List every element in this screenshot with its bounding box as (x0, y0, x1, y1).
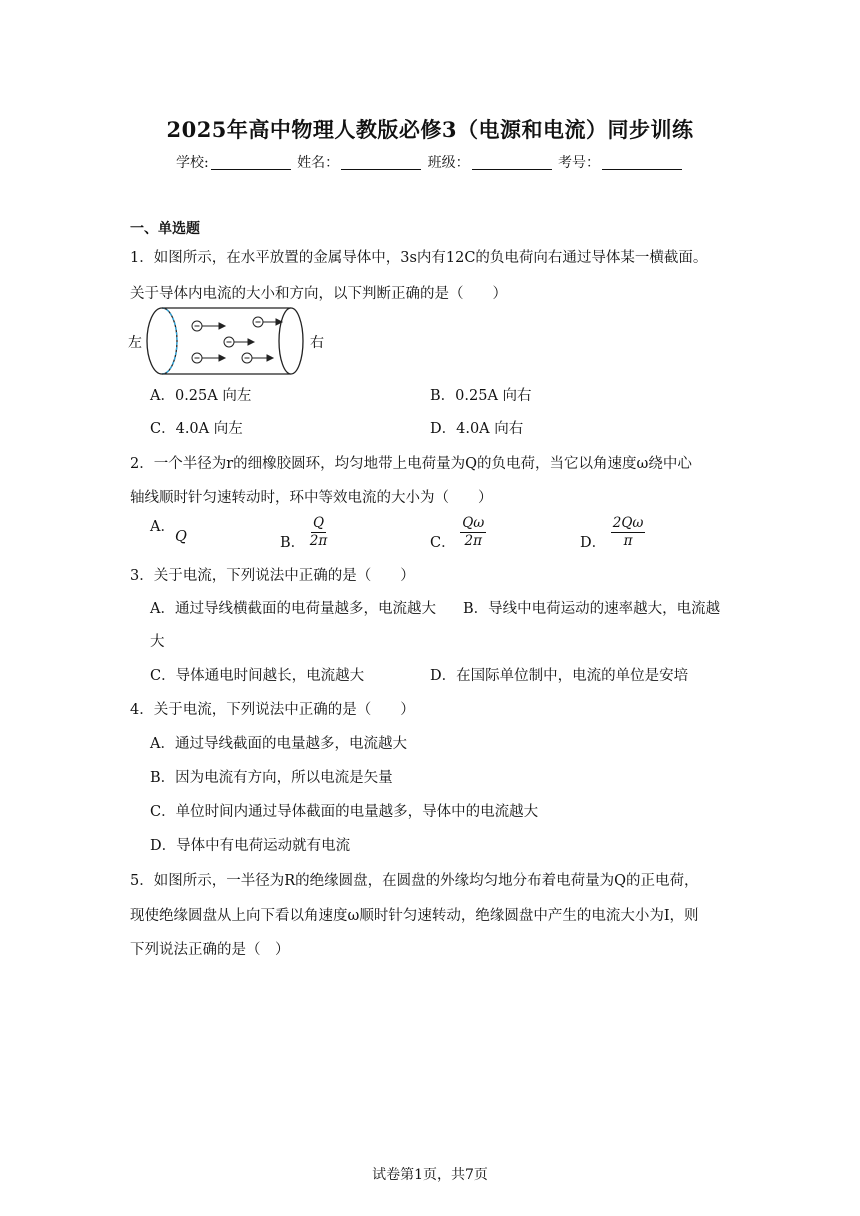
student-info-line (0, 152, 860, 172)
q5-stem-line2: 现使绝缘圆盘从上向下看以角速度ω顺时针匀速转动，绝缘圆盘中产生的电流大小为I，则 (130, 908, 699, 924)
electron-4 (192, 353, 225, 363)
class-blank (472, 155, 552, 170)
name-label: 姓名： (297, 155, 340, 171)
electron-2 (253, 317, 282, 327)
school-label: 学校: (175, 155, 209, 171)
q4-stem: 4．关于电流，下列说法中正确的是（ ） (130, 702, 415, 718)
q3-option-b[interactable]: B．导线中电荷运动的速率越大，电流越 (463, 601, 721, 617)
q5-stem-line1: 5．如图所示，一半径为R的绝缘圆盘，在圆盘的外缘均匀地分布着电荷量为Q的正电荷， (130, 873, 699, 889)
q3-option-a[interactable]: A．通过导线横截面的电荷量越多，电流越大 (150, 601, 436, 617)
q4-option-c[interactable]: C．单位时间内通过导体截面的电量越多，导体中的电流越大 (150, 804, 539, 820)
exam-no-label: 考号： (558, 155, 601, 171)
fig-left-label: 左 (128, 335, 142, 351)
q2-stem-line2: 轴线顺时针匀速转动时，环中等效电流的大小为（ ） (130, 490, 493, 506)
q4-option-b[interactable]: B．因为电流有方向，所以电流是矢量 (150, 770, 393, 786)
q3-stem: 3．关于电流，下列说法中正确的是（ ） (130, 568, 415, 584)
q2-option-a[interactable]: A．Q (150, 519, 187, 545)
school-blank (211, 155, 291, 170)
q2-stem-line1: 2．一个半径为r的细橡胶圆环，均匀地带上电荷量为Q的负电荷，当它以角速度ω绕中心 (130, 456, 692, 472)
q3-option-b-continued: 大 (150, 634, 165, 650)
q1-stem-line2: 关于导体内电流的大小和方向，以下判断正确的是（ ） (130, 286, 507, 302)
q4-option-d[interactable]: D．导体中有电荷运动就有电流 (150, 838, 351, 854)
q3-option-d[interactable]: D．在国际单位制中，电流的单位是安培 (430, 668, 689, 684)
q1-option-d[interactable]: D．4.0A 向右 (430, 421, 524, 437)
q4-option-a[interactable]: A．通过导线截面的电量越多，电流越大 (150, 736, 407, 752)
q1-conductor-figure (125, 300, 340, 380)
electron-5 (242, 353, 273, 363)
q5-stem-line3: 下列说法正确的是（ ） (130, 942, 290, 958)
page-title: 2025年高中物理人教版必修3（电源和电流）同步训练 (166, 117, 694, 142)
q2-option-c[interactable]: C． $\frac{Q\omega}{2\pi}$ (430, 515, 485, 551)
fig-right-label: 右 (310, 335, 324, 351)
q3-option-c[interactable]: C．导体通电时间越长，电流越大 (150, 668, 365, 684)
name-blank (341, 155, 421, 170)
q1-stem-line1: 1．如图所示，在水平放置的金属导体中，3s内有12C的负电荷向右通过导体某一横截面。 (130, 250, 708, 266)
electron-1 (192, 321, 225, 331)
page-footer: 试卷第1页，共7页 (372, 1167, 488, 1183)
q2-option-b[interactable]: B． $\frac{Q}{2\pi}$ (280, 515, 328, 551)
q1-option-c[interactable]: C．4.0A 向左 (150, 421, 243, 437)
class-label: 班级： (427, 155, 470, 171)
electron-3 (224, 337, 254, 347)
q1-option-a[interactable]: A．0.25A 向左 (150, 388, 252, 404)
section-heading: 一、单选题 (130, 221, 200, 237)
q2-option-d[interactable]: D． $\frac{2Q\omega}{\pi}$ (580, 515, 644, 551)
exam-no-blank (602, 155, 682, 170)
q1-option-b[interactable]: B．0.25A 向右 (430, 388, 532, 404)
